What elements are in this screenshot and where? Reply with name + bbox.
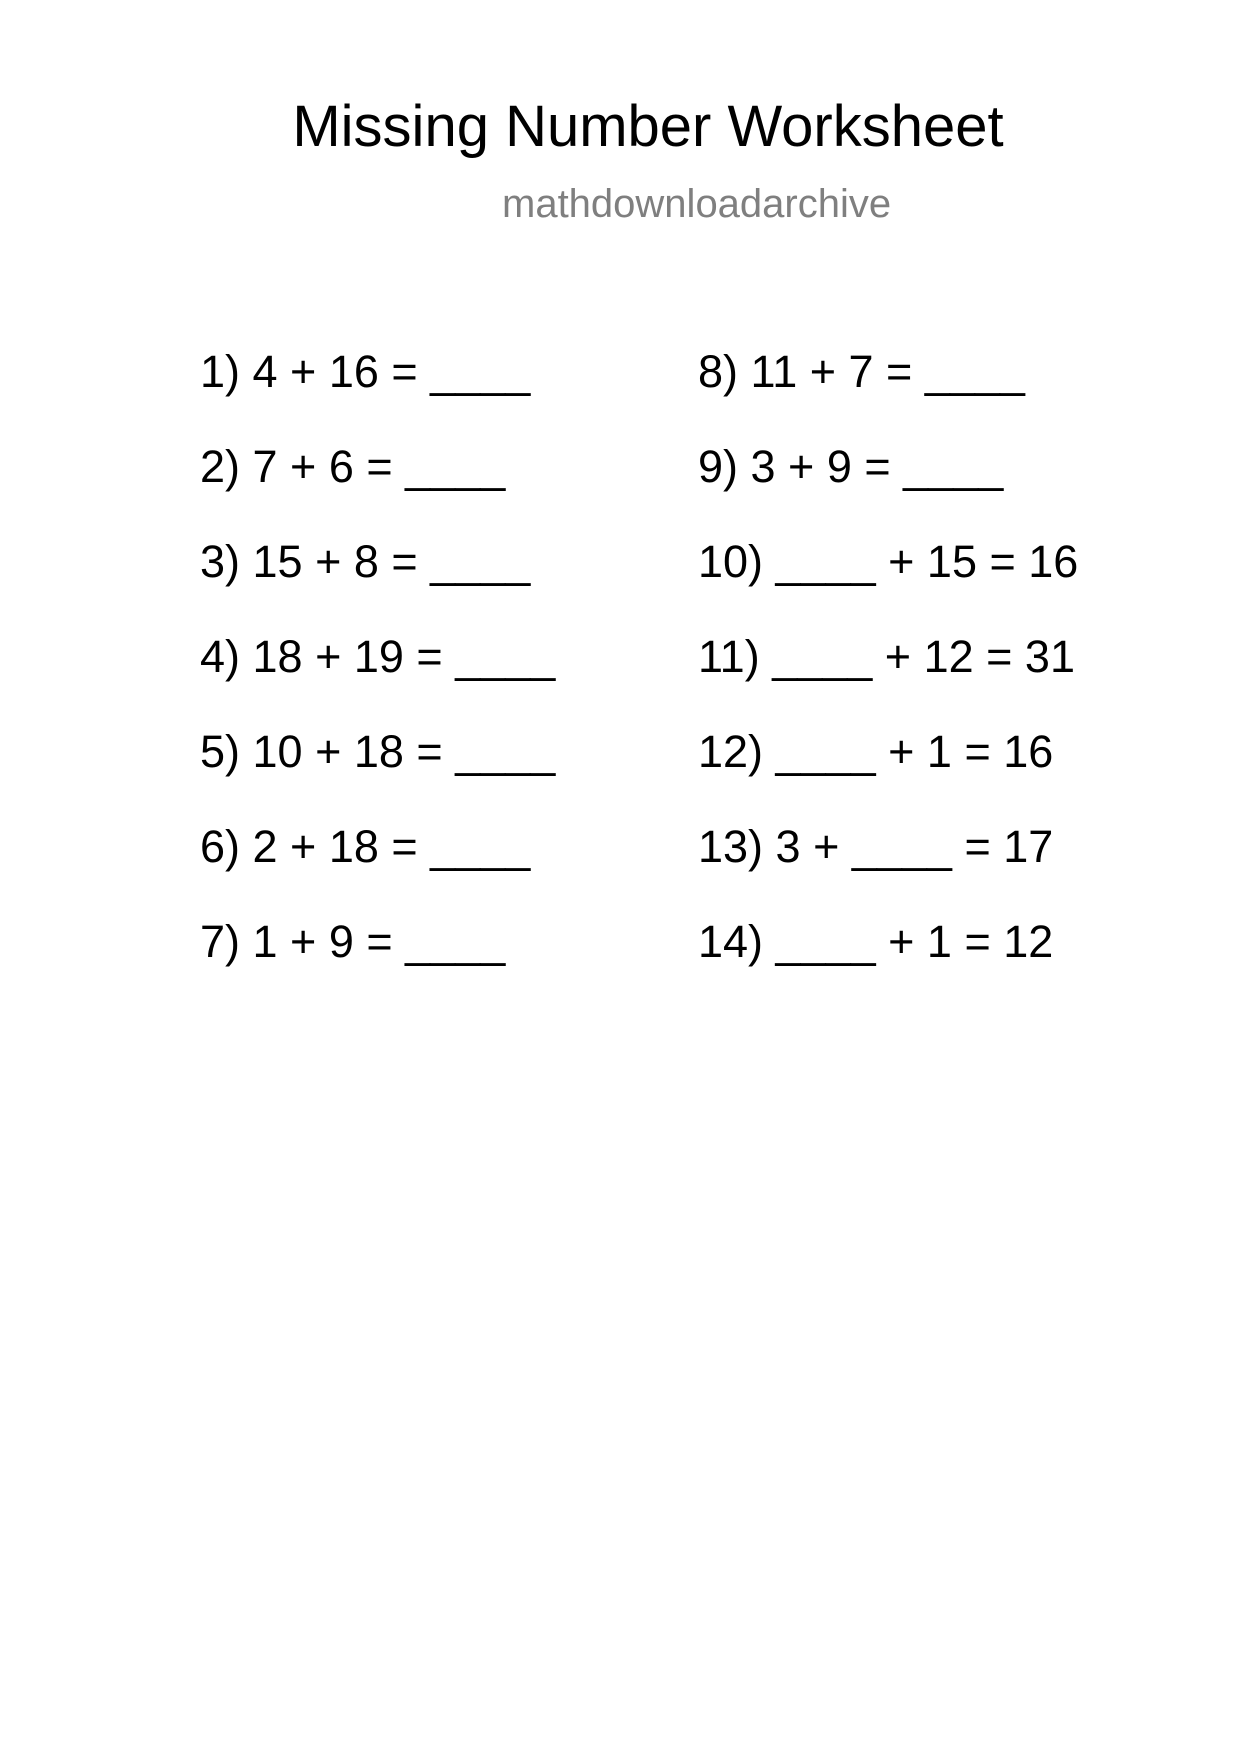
problem-12: 12) ____ + 1 = 16	[698, 726, 1054, 777]
problem-5: 5) 10 + 18 = ____	[200, 726, 556, 777]
problems-left-column	[200, 346, 556, 1014]
problem-9: 9) 3 + 9 = ____	[698, 441, 1004, 492]
problem-4: 4) 18 + 19 = ____	[200, 631, 556, 682]
problem-7: 7) 1 + 9 = ____	[200, 916, 506, 967]
page-title: Missing Number Worksheet	[292, 94, 1004, 159]
problem-13: 13) 3 + ____ = 17	[698, 821, 1054, 872]
problem-1: 1) 4 + 16 = ____	[200, 346, 531, 397]
problem-6: 6) 2 + 18 = ____	[200, 821, 531, 872]
page-subtitle: mathdownloadarchive	[502, 182, 892, 226]
problem-3: 3) 15 + 8 = ____	[200, 536, 531, 587]
problem-10: 10) ____ + 15 = 16	[698, 536, 1079, 587]
problem-14: 14) ____ + 1 = 12	[698, 916, 1054, 967]
problems-right-column	[698, 346, 1079, 1014]
problem-11: 11) ____ + 12 = 31	[698, 631, 1075, 682]
problem-8: 8) 11 + 7 = ____	[698, 346, 1025, 397]
problem-2: 2) 7 + 6 = ____	[200, 441, 506, 492]
